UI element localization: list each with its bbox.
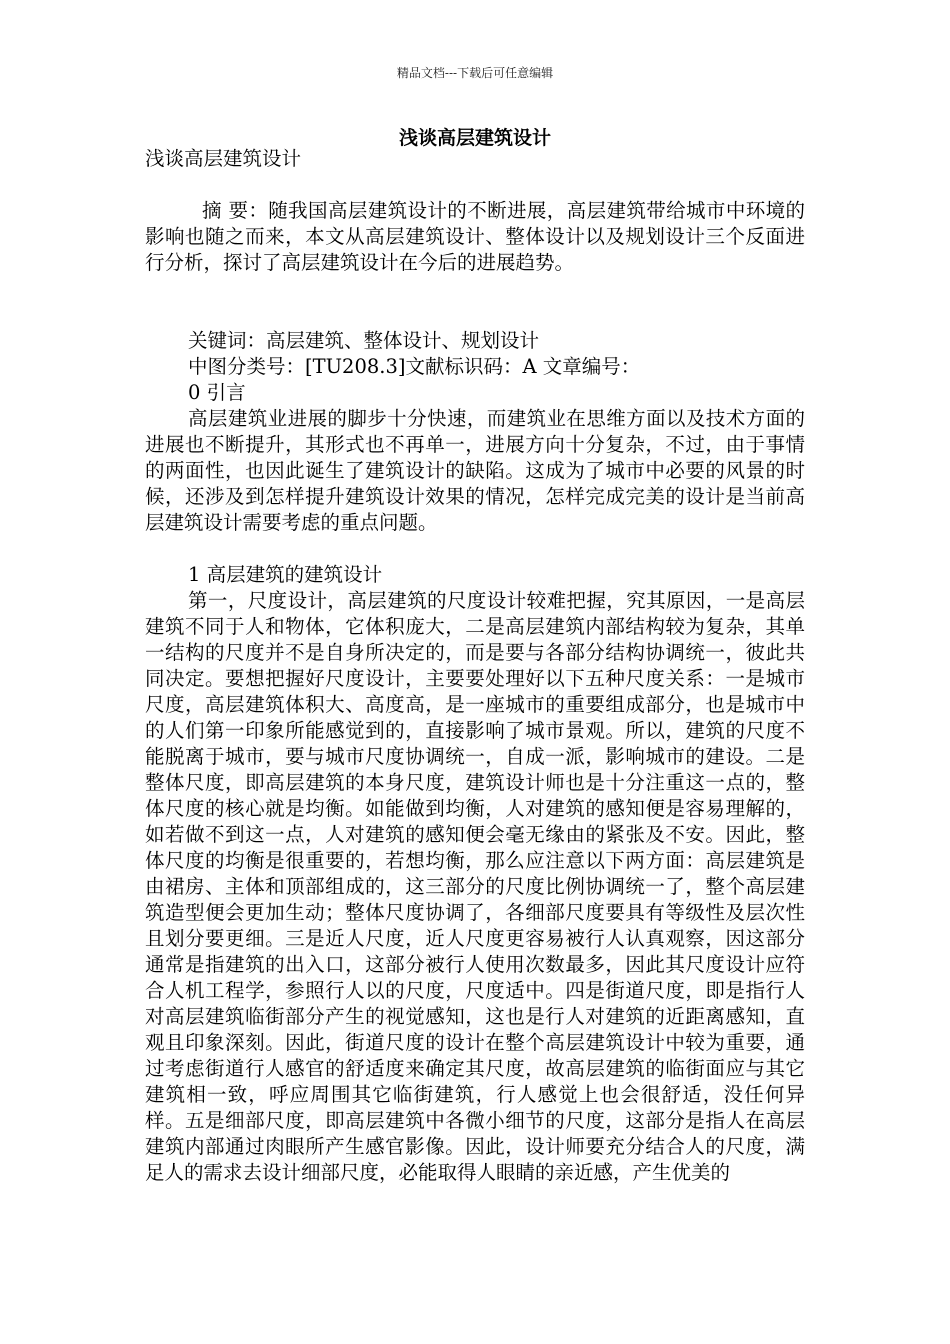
document-title: 浅谈高层建筑设计 xyxy=(398,127,551,149)
spacer xyxy=(145,172,805,198)
section-heading-intro: 0 引言 xyxy=(188,381,246,404)
document-subtitle: 浅谈高层建筑设计 xyxy=(145,147,302,170)
design-paragraph: 第一，尺度设计，高层建筑的尺度设计较难把握，究其原因，一是高层建筑不同于人和物体，它体积庞大，二是高层建筑内部结构较为复杂，其单一结构的尺度并不是自身所决定的，而是要与各部分结构协调统一，彼此共同决定。要想把握好尺度设计，主要要处理好以下五种尺度关系：一是城市尺度，高层建筑体积大、高度高，是一座城市的重要组成部分，也是城市中的人们第一印象所能感觉到的，直接影响了城市景观。所以，建筑的尺度不能脱离于城市，要与城市尺度协调统一，自成一派，影响城市的建设。二是整体尺度，即高层建筑的本身尺度，建筑设计师也是十分注重这一点的，整体尺度的核心就是均衡。如能做到均衡，人对建筑的感知便是容易理解的，如若做不到这一点，人对建筑的感知便会毫无缘由的紧张及不安。因此，整体尺度的均衡是很重要的，若想均衡，那么应注意以下两方面：高层建筑是由裙房、主体和顶部组成的，这三部分的尺度比例协调统一了，整个高层建筑造型便会更加生动；整体尺度协调了，各细部尺度要具有等级性及层次性且划分要更细。三是近人尺度，近人尺度更容易被行人认真观察，因这部分通常是指建筑的出入口，这部分被行人使用次数最多，因此其尺度设计应符合人机工程学，参照行人以的尺度，尺度适中。四是街道尺度，即是指行人对高层建筑临街部分产生的视觉感知，这也是行人对建筑的近距离感知，直观且印象深刻。因此，街道尺度的设计在整个高层建筑设计中较为重要，通过考虑街道行人感官的舒适度来确定其尺度，故高层建筑的临街面应与其它建筑相一致，呼应周围其它临街建筑，行人感觉上也会很舒适，没任何异样。五是细部尺度，即高层建筑中各微小细节的尺度，这部分是指人在高层建筑内部通过肉眼所产生感官影像。因此，设计师要充分结合人的尺度，满足人的需求去设计细部尺度，必能取得人眼睛的亲近感，产生优美的 xyxy=(145,589,805,1184)
intro-paragraph: 高层建筑业进展的脚步十分快速，而建筑业在思维方面以及技术方面的进展也不断提升，其形式也不再单一，进展方向十分复杂，不过，由于事情的两面性，也因此诞生了建筑设计的缺陷。这成为了城市中必要的风景的时候，还涉及到怎样提升建筑设计效果的情况，怎样完成完美的设计是当前高层建筑设计需要考虑的重点问题。 xyxy=(145,407,805,534)
keywords-line: 关键词：高层建筑、整体设计、规划设计 xyxy=(188,329,540,352)
spacer xyxy=(145,276,805,328)
spacer xyxy=(145,536,805,562)
page-header: 精品文档---下载后可任意编辑 xyxy=(396,66,554,80)
classification-line: 中图分类号：[TU208.3]文献标识码：A 文章编号： xyxy=(188,355,641,378)
document-body xyxy=(145,146,805,1186)
abstract-paragraph: 摘 要：随我国高层建筑设计的不断进展，高层建筑带给城市中环境的影响也随之而来，本文从高层建筑设计、整体设计以及规划设计三个反面进行分析，探讨了高层建筑设计在今后的进展趋势。 xyxy=(145,199,805,274)
section-heading-design: 1 高层建筑的建筑设计 xyxy=(188,563,383,586)
